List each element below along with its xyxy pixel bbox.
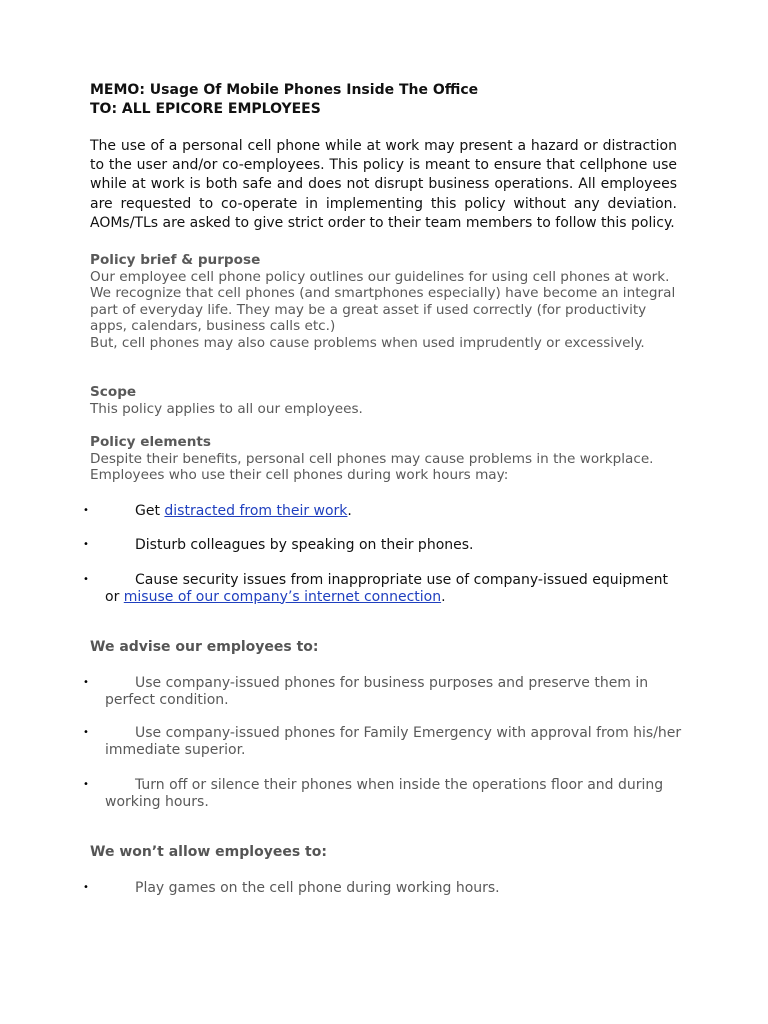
intro-paragraph: The use of a personal cell phone while at work may present a hazard or distraction to the user and/or co-employees. This policy is meant to ensure that cellphone use while at work is both safe and does not disrupt business operations. All employees are requested to co-operate in implementing this policy without any deviation. AOMs/TLs are asked to give strict order to their team members to follow this policy. (90, 138, 677, 231)
advise-heading: We advise our employees to: (90, 639, 319, 655)
policy-brief-paragraph: We recognize that cell phones (and smartphones especially) have become an integral part of everyday life. They may be a great asset if used correctly (for productivity apps, calendars, business calls etc.) (90, 285, 676, 335)
list-item (83, 880, 683, 897)
policy-elements-heading: Policy elements (90, 434, 212, 450)
policy-brief-section (90, 252, 680, 352)
bullet-icon: • (83, 727, 89, 738)
bullet-icon: • (83, 677, 89, 688)
list-item (83, 572, 683, 606)
bullet-icon: • (83, 574, 89, 585)
policy-elements-section (90, 434, 680, 484)
bullet-icon: • (83, 539, 89, 550)
list-item (83, 777, 683, 811)
bullet-icon: • (83, 505, 89, 516)
list-item (83, 537, 683, 554)
bullet-icon: • (83, 779, 89, 790)
internet-misuse-link[interactable]: misuse of our company’s internet connection (123, 588, 442, 605)
list-item-text: Use company-issued phones for Family Emergency with approval from his/her immediate superior. (105, 725, 682, 758)
list-item-text: Disturb colleagues by speaking on their phones. (135, 537, 474, 553)
scope-text: This policy applies to all our employees. (90, 400, 363, 417)
list-item-text: Get (135, 503, 165, 519)
bullet-icon: • (83, 882, 89, 893)
scope-heading: Scope (90, 384, 137, 400)
list-item-text: . (441, 588, 446, 605)
policy-elements-paragraph: Despite their benefits, personal cell phones may cause problems in the workplace. (90, 450, 654, 467)
list-item-text: Cause security issues from inappropriate use of company-issued equipment or (105, 572, 669, 605)
list-item-text: Use company-issued phones for business purposes and preserve them in perfect condition. (105, 675, 649, 708)
policy-brief-paragraph: But, cell phones may also cause problems when used imprudently or excessively. (90, 334, 645, 351)
memo-title: MEMO: Usage Of Mobile Phones Inside The Office (90, 82, 479, 98)
list-item (83, 503, 683, 520)
list-item (83, 675, 683, 709)
scope-section (90, 384, 680, 417)
memo-header (90, 81, 478, 119)
policy-elements-paragraph: Employees who use their cell phones during work hours may: (90, 467, 509, 484)
list-item-text: . (347, 503, 352, 519)
memo-recipient: TO: ALL EPICORE EMPLOYEES (90, 101, 321, 117)
policy-brief-paragraph: Our employee cell phone policy outlines our guidelines for using cell phones at work. (90, 268, 670, 285)
list-item-text: Turn off or silence their phones when inside the operations floor and during working hours. (105, 777, 664, 810)
list-item (83, 725, 683, 759)
disallow-heading: We won’t allow employees to: (90, 844, 327, 860)
policy-brief-heading: Policy brief & purpose (90, 252, 261, 268)
distracted-link[interactable]: distracted from their work (164, 503, 348, 519)
list-item-text: Play games on the cell phone during working hours. (135, 880, 500, 896)
